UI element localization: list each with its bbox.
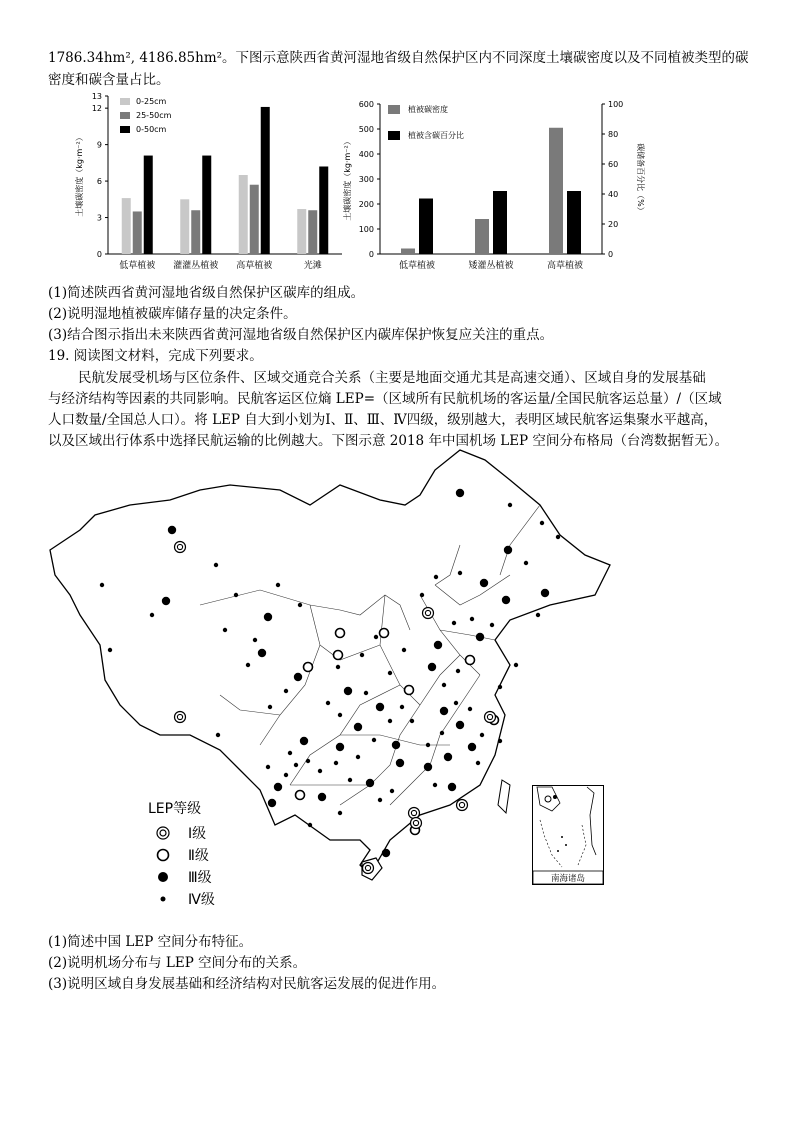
airport-level-3 (318, 793, 326, 801)
bar-植被碳密度 (401, 249, 415, 255)
airport-level-2 (304, 663, 313, 672)
y-right-tick-label: 20 (608, 220, 619, 229)
airport-level-4 (268, 705, 272, 709)
airport-level-1-inner (365, 865, 370, 870)
airport-level-3 (258, 649, 266, 657)
airport-level-4 (374, 635, 378, 639)
airport-level-4 (490, 623, 494, 627)
airport-level-1-inner (459, 802, 464, 807)
airport-level-4 (288, 751, 292, 755)
airport-level-3 (468, 743, 476, 751)
airport-level-3 (268, 799, 276, 807)
legend-label-level-3: Ⅲ级 (188, 870, 212, 886)
q19-paragraph-line-4: 以及区域出行体系中选择民航运输的比例越大。下图示意 2018 年中国机场 LEP 空间分布格局（台湾数据暂无）。 (48, 433, 729, 449)
airport-level-3 (354, 723, 362, 731)
airport-level-4 (284, 689, 288, 693)
airport-level-2 (380, 629, 389, 638)
airport-level-4 (378, 798, 382, 802)
double-circle-icon (148, 826, 178, 840)
airport-level-4 (514, 663, 518, 667)
bar-25-50cm (250, 185, 259, 254)
airport-level-4 (440, 731, 444, 735)
airport-level-4 (318, 769, 322, 773)
airport-level-4 (348, 778, 352, 782)
airport-level-3 (336, 743, 344, 751)
q18-question-1: (1)简述陕西省黄河湿地省级自然保护区碳库的组成。 (48, 285, 365, 301)
bar-植被含碳百分比 (419, 199, 433, 255)
y-right-tick-label: 60 (608, 160, 619, 169)
airport-level-3 (504, 546, 512, 554)
airport-level-1-inner (487, 714, 492, 719)
airport-level-3 (424, 763, 432, 771)
bar-0-25cm (297, 209, 306, 254)
bar-0-50cm (202, 156, 211, 254)
airport-level-4 (388, 671, 392, 675)
legend-swatch (120, 98, 130, 105)
x-tick-label: 低草植被 (119, 261, 156, 271)
legend-label: 植被含碳百分比 (408, 131, 464, 140)
intro-line-1: 1786.34hm², 4186.85hm²。下图示意陕西省黄河湿地省级自然保护区内不同深度土壤碳密度以及不同植被类型的碳 (48, 50, 749, 66)
legend-swatch (120, 126, 130, 133)
airport-level-4 (452, 621, 456, 625)
airport-level-4 (338, 713, 342, 717)
airport-level-2 (336, 629, 345, 638)
legend-row-level-3 (148, 866, 215, 888)
legend-swatch (388, 105, 400, 114)
airport-level-4 (426, 743, 430, 747)
y-axis-title: 土壤碳密度（kg·m⁻²） (343, 137, 352, 221)
x-tick-label: 灌灌丛植被 (173, 261, 219, 271)
soil-carbon-density-chart (60, 88, 350, 278)
airport-level-3 (168, 526, 176, 534)
airport-level-4 (442, 683, 446, 687)
airport-level-4 (246, 663, 250, 667)
x-tick-label: 矮灌丛植被 (468, 261, 514, 271)
airport-level-3 (456, 489, 464, 497)
airport-level-4 (308, 823, 312, 827)
bar-0-25cm (239, 175, 248, 254)
q19-paragraph-line-2: 与经济结构等因素的共同影响。民航客运区位熵 LEP=（区域所有民航机场的客运量/全国民航客运总量）/（区域 (48, 391, 722, 407)
airport-level-1-inner (413, 820, 418, 825)
q19-heading: 19. 阅读图文材料，完成下列要求。 (48, 348, 263, 364)
vegetation-carbon-chart (340, 94, 650, 278)
legend-swatch (388, 131, 400, 140)
q19-paragraph-line-1: 民航发展受机场与区位条件、区域交通竞合关系（主要是地面交通尤其是高速交通）、区域自身的发展基础 (78, 370, 706, 386)
airport-level-3 (456, 721, 464, 729)
legend-row-level-2 (148, 844, 215, 866)
bar-25-50cm (308, 210, 317, 254)
q19-question-1: (1)简述中国 LEP 空间分布特征。 (48, 934, 253, 950)
bar-25-50cm (191, 210, 200, 254)
y-tick-label: 0 (96, 250, 102, 259)
airport-level-4 (364, 691, 368, 695)
q18-question-3: (3)结合图示指出未来陕西省黄河湿地省级自然保护区内碳库保护恢复应关注的重点。 (48, 327, 554, 343)
airport-level-1-inner (177, 714, 182, 719)
airport-level-4 (356, 755, 360, 759)
x-tick-label: 光滩 (303, 261, 322, 271)
airport-level-4 (216, 733, 220, 737)
legend-row-level-4 (148, 888, 215, 910)
hollow-circle-icon (148, 848, 178, 862)
legend-label-level-4: Ⅳ级 (188, 892, 215, 908)
q19-paragraph-line-3: 人口数量/全国总人口）。将 LEP 自大到小划为Ⅰ、Ⅱ、Ⅲ、Ⅳ四级，级别越大，表明区域民航客运集聚水平越高， (48, 412, 718, 428)
airport-level-4 (372, 738, 376, 742)
y-tick-label: 600 (358, 100, 374, 109)
bar-植被含碳百分比 (493, 191, 507, 254)
legend-title: LEP等级 (148, 801, 202, 817)
airport-level-4 (223, 628, 227, 632)
airport-level-4 (306, 759, 310, 763)
airport-level-3 (541, 589, 549, 597)
airport-level-4 (234, 593, 238, 597)
airport-level-1-inner (425, 610, 430, 615)
y-right-tick-label: 40 (608, 190, 619, 199)
airport-level-4 (294, 763, 298, 767)
airport-level-4 (480, 733, 484, 737)
airport-level-4 (336, 665, 340, 669)
airport-level-3 (294, 673, 302, 681)
airport-level-4 (410, 719, 414, 723)
x-tick-label: 低草植被 (398, 261, 436, 271)
intro-line-2: 密度和碳含量占比。 (48, 72, 170, 88)
airport-level-4 (266, 765, 270, 769)
south-china-sea-inset (532, 785, 604, 885)
airport-level-4 (434, 575, 438, 579)
airport-level-3 (162, 597, 170, 605)
airport-level-3 (428, 663, 436, 671)
legend-label: 0-50cm (136, 125, 167, 134)
airport-level-2 (405, 686, 414, 695)
airport-level-3 (264, 613, 272, 621)
bar-0-25cm (122, 198, 131, 254)
airport-level-3 (382, 849, 390, 857)
airport-level-4 (498, 739, 502, 743)
inset-label: 南海诸岛 (550, 874, 586, 884)
airport-level-4 (470, 617, 474, 621)
bar-0-50cm (319, 166, 328, 254)
y-tick-label: 9 (96, 140, 102, 150)
y-right-tick-label: 100 (608, 100, 624, 109)
q18-question-2: (2)说明湿地植被碳库储存量的决定条件。 (48, 306, 297, 322)
airport-level-2 (296, 791, 305, 800)
airport-level-3 (444, 753, 452, 761)
airport-level-4 (338, 811, 342, 815)
y-tick-label: 400 (358, 150, 374, 159)
legend-swatch (120, 112, 130, 119)
legend-label: 0-25cm (136, 97, 167, 106)
airport-level-4 (326, 701, 330, 705)
y-axis-right-title: 碳储备百分比（%） (636, 143, 645, 215)
airport-level-3 (502, 596, 510, 604)
airport-level-4 (284, 773, 288, 777)
y-tick-label: 0 (368, 250, 374, 259)
y-axis-title: 土壤碳密度（kg·m⁻²） (75, 133, 84, 217)
airport-level-4 (298, 603, 302, 607)
airport-level-2 (334, 651, 343, 660)
airport-level-1-inner (177, 544, 182, 549)
q19-question-2: (2)说明机场分布与 LEP 空间分布的关系。 (48, 955, 307, 971)
y-tick-label: 12 (91, 104, 102, 114)
y-tick-label: 200 (358, 200, 374, 209)
map-legend (148, 798, 215, 910)
china-outline (50, 450, 610, 875)
airport-level-4 (476, 761, 480, 765)
legend-row-level-1 (148, 822, 215, 844)
small-dot-icon (148, 892, 178, 906)
airport-level-4 (360, 653, 364, 657)
airport-level-4 (540, 521, 544, 525)
legend-label-level-1: Ⅰ级 (188, 826, 207, 842)
y-tick-label: 100 (358, 225, 374, 234)
airport-level-3 (440, 707, 448, 715)
taiwan-island (498, 780, 510, 813)
bar-25-50cm (133, 211, 142, 254)
airport-level-3 (274, 783, 282, 791)
airport-level-3 (396, 759, 404, 767)
airport-level-1-inner (411, 810, 416, 815)
y-tick-label: 300 (358, 175, 374, 184)
airport-level-4 (556, 535, 560, 539)
airport-level-3 (448, 783, 456, 791)
airport-level-4 (334, 761, 338, 765)
legend-label: 植被碳密度 (408, 105, 448, 114)
y-right-tick-label: 0 (608, 250, 614, 259)
airport-level-4 (420, 593, 424, 597)
y-right-tick-label: 80 (608, 130, 619, 139)
airport-level-3 (392, 741, 400, 749)
x-tick-label: 高草植被 (546, 261, 584, 271)
airport-level-4 (108, 648, 112, 652)
airport-level-3 (434, 641, 442, 649)
airport-level-4 (458, 571, 462, 575)
airport-level-3 (300, 737, 308, 745)
airport-level-4 (276, 583, 280, 587)
airport-level-4 (508, 503, 512, 507)
airport-level-4 (456, 669, 460, 673)
airport-level-3 (480, 579, 488, 587)
airport-level-4 (454, 701, 458, 705)
airport-level-4 (468, 707, 472, 711)
y-tick-label: 6 (96, 177, 102, 187)
airport-level-4 (536, 613, 540, 617)
airport-level-4 (524, 561, 528, 565)
large-dot-icon (148, 870, 178, 884)
airport-level-4 (100, 583, 104, 587)
bar-0-25cm (180, 199, 189, 254)
bar-植被碳密度 (475, 219, 489, 254)
airport-level-4 (390, 789, 394, 793)
airport-level-4 (498, 685, 502, 689)
x-tick-label: 高草植被 (236, 261, 273, 271)
y-tick-label: 3 (96, 213, 102, 223)
legend-label: 25-50cm (136, 111, 172, 120)
airport-level-4 (253, 638, 257, 642)
airport-level-3 (344, 687, 352, 695)
y-tick-label: 500 (358, 125, 374, 134)
bar-植被碳密度 (549, 128, 563, 254)
y-tick-label: 13 (91, 92, 102, 101)
airport-level-4 (433, 783, 437, 787)
bar-0-50cm (144, 156, 153, 254)
airport-level-4 (388, 719, 392, 723)
airport-level-3 (476, 633, 484, 641)
legend-label-level-2: Ⅱ级 (188, 848, 209, 864)
airport-level-4 (214, 563, 218, 567)
airport-level-3 (366, 779, 374, 787)
airport-level-4 (402, 648, 406, 652)
airport-level-4 (400, 705, 404, 709)
bar-0-50cm (261, 107, 270, 254)
airport-level-4 (150, 613, 154, 617)
bar-植被含碳百分比 (567, 191, 581, 254)
q19-question-3: (3)说明区域自身发展基础和经济结构对民航客运发展的促进作用。 (48, 976, 446, 992)
airport-level-3 (376, 703, 384, 711)
airport-level-2 (466, 656, 475, 665)
